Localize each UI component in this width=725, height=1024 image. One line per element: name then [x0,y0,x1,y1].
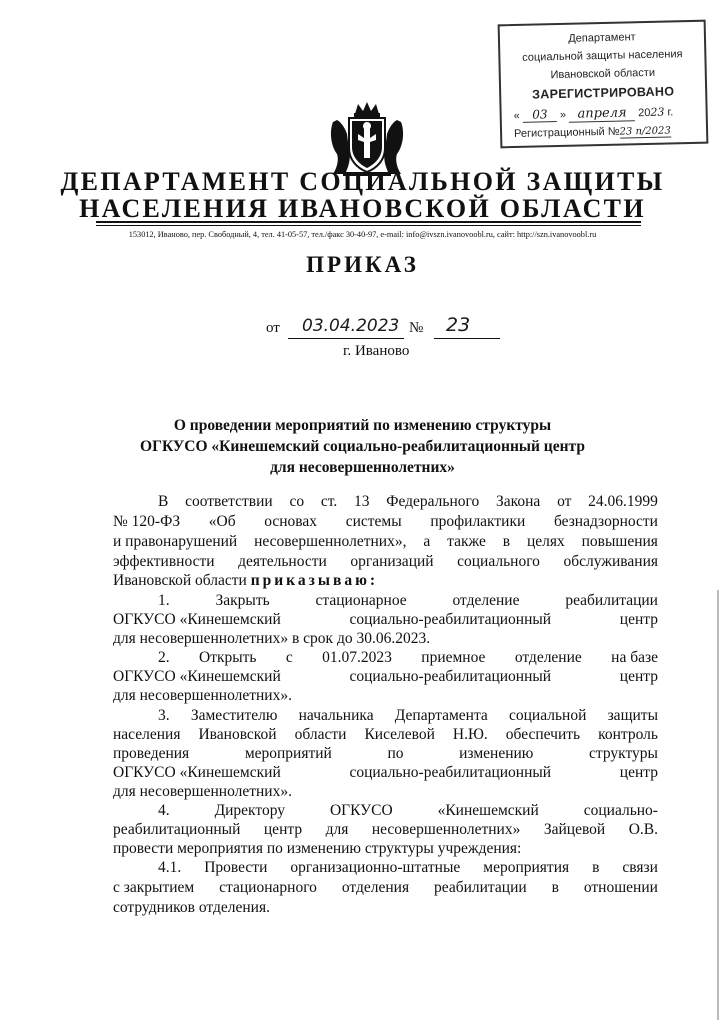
order-date: 03.04.2023 [302,316,400,336]
body-word: в [592,859,600,876]
body-word: реабилитации [565,592,658,609]
body-line [113,571,658,591]
body-word: деятельности [238,553,327,570]
body-word: «Кинешемский [437,802,539,819]
order-verb: приказываю: [250,572,379,589]
body-word: Директору [214,802,286,819]
body-word: Федерального [386,493,480,510]
stamp-social-protection: социальной защиты населения [522,48,683,64]
body-word: 2. [158,649,170,666]
body-word: Зайцевой [543,821,606,838]
body-word: а [423,533,431,550]
body-line [158,858,658,878]
body-word: Департамента [394,707,488,724]
body-word: № 120-ФЗ [113,513,181,530]
header-rule-thin [96,225,641,226]
body-word: 01.07.2023 [322,649,392,666]
body-word: повышения [581,533,658,550]
body-word: целях [526,533,565,550]
body-word: «Об [208,513,236,530]
body-word: стационарного [219,879,317,896]
body-line: сотрудников отделения. [113,899,270,916]
subject-line2: ОГКУСО «Кинешемский социально-реабилитационный центр [140,438,585,455]
body-word: безнадзорности [553,513,658,530]
department-contacts: 153012, Иваново, пер. Свободный, 4, тел. 41-05-57, тел./факс 30-40-97, e-mail: info@ivszn.ivanovoobl.ru, сайт: http://szn.ivanovoobl.ru [128,230,597,239]
header-rule-thick [96,221,641,223]
body-word: основах [264,513,318,530]
body-word: организационно-штатные [290,859,461,876]
scan-edge-mark [717,590,719,1020]
subject-line1: О проведении мероприятий по изменению структуры [173,417,552,434]
body-line [113,744,658,764]
body-word: Заместителю [190,707,278,724]
body-word: 4. [158,802,170,819]
body-word: начальника [298,707,374,724]
body-word: соответствии [185,493,273,510]
body-line [113,763,658,783]
stamp-date [514,104,704,124]
body-word: также [447,533,486,550]
body-word: Ивановской [198,726,277,743]
body-word: социально- [583,802,658,819]
body-line: для несовершеннолетних». [113,783,292,800]
body-word: реабилитации [434,879,527,896]
body-word: в [551,879,559,896]
body-word: О.В. [628,821,658,838]
body-word: проведения [113,745,190,762]
body-word: обслуживания [563,553,658,570]
body-word: центр [263,821,303,838]
body-word: стационарное [315,592,407,609]
order-city: г. Иваново [343,343,410,359]
stamp-quote-close: » [559,108,567,121]
body-word: контроль [598,726,658,743]
body-word: ОГКУСО «Кинешемский [113,764,281,781]
order-number-field [434,316,500,339]
body-word: профилактики [430,513,526,530]
stamp-day: 03 [523,107,557,123]
body-line [158,706,658,726]
stamp-department: Департамент [568,31,636,45]
body-word: ОГКУСО [329,802,393,819]
body-line: для несовершеннолетних» в срок до 30.06.2023. [113,630,431,647]
stamp-reg-label: Регистрационный № [513,125,620,141]
body-word: Провести [204,859,268,876]
order-date-field [288,316,404,339]
order-date-number [266,316,506,342]
stamp-month: апреля [569,105,635,122]
body-text: Ивановской области [113,572,251,589]
body-word: отделение [452,592,520,609]
body-word: центр [619,764,658,781]
body-line [158,801,658,821]
body-word: центр [619,668,658,685]
body-word: Киселевой [364,726,435,743]
body-word: со [289,493,305,510]
body-word: Закона [495,493,541,510]
body-line [158,591,658,611]
body-word: на базе [611,649,658,666]
body-line [158,492,658,512]
body-line: провести мероприятия по изменению структуры учреждения: [113,840,522,857]
body-word: 13 [353,493,370,510]
body-line: для несовершеннолетних». [113,687,292,704]
body-line [113,512,658,532]
body-word: ОГКУСО «Кинешемский [113,611,281,628]
body-word: социально-реабилитационный [349,668,552,685]
body-line [113,552,658,572]
stamp-reg-number: 23 п/2023 [619,125,671,138]
order-from-label: от [266,320,280,336]
body-word: области [294,726,347,743]
stamp-registered: ЗАРЕГИСТРИРОВАНО [531,84,675,102]
body-word: Закрыть [215,592,270,609]
stamp-registration-number [514,124,710,140]
order-number-label: № [409,320,424,336]
body-word: мероприятий [244,745,332,762]
body-word: с [285,649,293,666]
body-word: Н.Ю. [452,726,488,743]
body-word: населения [113,726,181,743]
body-word: центр [619,611,658,628]
body-word: для [325,821,349,838]
body-word: Открыть [199,649,257,666]
stamp-region: Ивановской области [550,66,656,82]
body-word: 1. [158,592,170,609]
body-word: изменению [459,745,534,762]
body-word: отделения [341,879,410,896]
body-word: мероприятия [483,859,570,876]
stamp-quote-open: « [513,109,520,123]
body-word: в [502,533,511,550]
body-word: с закрытием [113,879,195,896]
body-word: защиты [607,707,658,724]
department-title-line2: НАСЕЛЕНИЯ ИВАНОВСКОЙ ОБЛАСТИ [79,194,646,223]
body-word: отделение [514,649,582,666]
stamp-year-unit: г. [667,106,674,119]
body-word: реабилитационный [113,821,241,838]
body-word: структуры [589,745,658,762]
body-word: связи [622,859,658,876]
body-line [113,532,658,552]
body-word: приемное [421,649,486,666]
body-word: 24.06.1999 [588,493,658,510]
body-word: эффективности [113,553,215,570]
body-word: обеспечить [505,726,581,743]
order-number: 23 [446,314,471,336]
body-word: организаций [350,553,434,570]
registration-stamp [498,20,709,149]
body-line [158,648,658,668]
order-title: ПРИКАЗ [306,252,419,277]
department-title-line1: ДЕПАРТАМЕНТ СОЦИАЛЬНОЙ ЗАЩИТЫ [60,167,665,196]
body-line [113,878,658,898]
order-subject [0,415,725,478]
body-word: социально-реабилитационный [349,764,552,781]
body-word: В [158,493,169,510]
subject-line3: для несовершеннолетних» [270,459,455,476]
body-line [113,725,658,745]
body-word: несовершеннолетних» [371,821,521,838]
body-word: социальной [508,707,587,724]
body-line [113,820,658,840]
body-line [113,610,658,630]
body-line [113,667,658,687]
body-word: несовершеннолетних», [254,533,407,550]
body-word: ОГКУСО «Кинешемский [113,668,281,685]
stamp-year-prefix: 20 [638,106,651,120]
body-word: ст. [320,493,338,510]
stamp-year-suffix: 23 [650,105,665,119]
body-word: и правонарушений [113,533,238,550]
body-word: системы [345,513,402,530]
body-word: отношении [583,879,658,896]
body-word: 3. [158,707,170,724]
body-word: 4.1. [158,859,182,876]
body-word: по [387,745,404,762]
body-word: социально-реабилитационный [349,611,552,628]
body-word: социального [457,553,540,570]
body-word: от [557,493,572,510]
